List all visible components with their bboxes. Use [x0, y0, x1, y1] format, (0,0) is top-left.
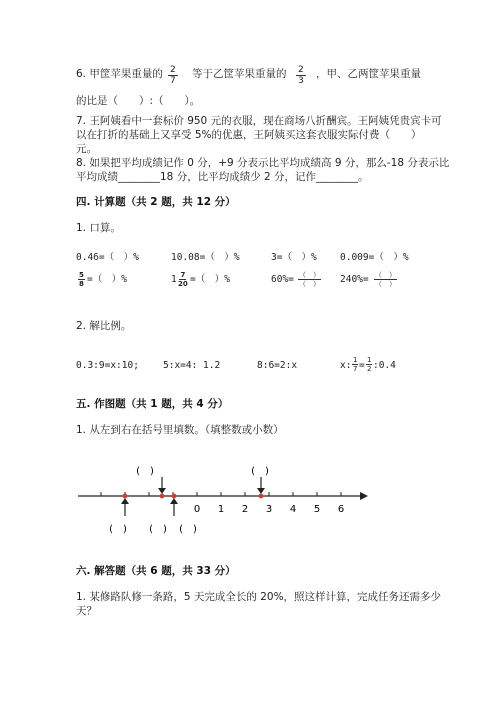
- proportion-4-f1-den: 7: [353, 365, 358, 373]
- oral-calc-5-rest: =（ ）%: [87, 274, 127, 285]
- q6-fraction-2: [296, 65, 306, 86]
- s4-q2-label: 2. 解比例。: [76, 320, 132, 332]
- q6-text-c: ，甲、乙两筐苹果重量: [316, 68, 421, 80]
- proportion-4-frac-1: [352, 356, 358, 373]
- oral-calc-4: 0.009=（ ）%: [340, 252, 409, 263]
- oral-calc-2: 10.08=（ ）%: [171, 252, 240, 263]
- proportion-4-f2-den: 2: [367, 365, 372, 373]
- proportion-3: 8:6=2:x: [257, 360, 298, 371]
- s5-q1-text: 1. 从左到右在括号里填数。（填整数或小数）: [76, 424, 284, 436]
- tick-label-0: 0: [193, 504, 201, 515]
- point-c: [172, 494, 177, 499]
- oral-calc-7-pre: 60%=: [271, 274, 294, 285]
- q8-line-1: 8. 如果把平均成绩记作 0 分，+9 分表示比平均成绩高 9 分，那么-18 分表示比: [76, 157, 450, 169]
- point-a: [123, 494, 128, 499]
- proportion-2: 5:x=4: 1.2: [163, 360, 221, 371]
- oral-calc-7-fraction: [298, 271, 321, 288]
- proportion-4-mid: =: [359, 360, 365, 371]
- q8-line-2: 平均成绩________18 分，比平均成绩少 2 分，记作________。: [76, 171, 369, 183]
- section-4-title: 四. 计算题（共 2 题，共 12 分）: [76, 196, 236, 208]
- tick-label-3: 3: [265, 504, 273, 515]
- proportion-4-pre: x:: [340, 360, 352, 371]
- proportion-1: 0.3:9=x:10;: [76, 360, 139, 371]
- section-5-title: 五. 作图题（共 1 题，共 4 分）: [76, 398, 229, 410]
- proportion-4-f2-num: 1: [367, 356, 372, 364]
- proportion-4-f1-num: 1: [353, 356, 358, 364]
- s6-q1-line-1: 1. 某修路队修一条路，5 天完成全长的 20%，照这样计算，完成任务还需多少: [76, 591, 442, 603]
- point-b: [160, 494, 165, 499]
- q6-frac1-den: 7: [170, 76, 176, 86]
- oral-calc-6-num: 7: [180, 271, 186, 279]
- oral-calc-5-den: 8: [79, 280, 84, 288]
- oral-calc-8-den: （ ）: [375, 280, 396, 288]
- top-blank-2: ( ): [251, 466, 269, 477]
- bottom-blank-2: ( ): [149, 524, 167, 535]
- proportion-4-post: :0.4: [373, 360, 396, 371]
- oral-calc-7-den: （ ）: [299, 280, 320, 288]
- tick-label-6: 6: [337, 504, 345, 515]
- down-arrow-1: [158, 477, 166, 494]
- oral-calc-5-num: 5: [79, 271, 84, 279]
- oral-calc-3: 3=（ ）%: [271, 252, 317, 263]
- q6-text-a: 6. 甲筐苹果重量的: [76, 68, 163, 80]
- proportion-4-frac-2: [366, 356, 372, 373]
- oral-calc-5-fraction: [78, 271, 85, 288]
- q6-line-2: 的比是（ ）:（ ）。: [76, 95, 201, 107]
- oral-calc-1: 0.46=（ ）%: [76, 252, 139, 263]
- tick-label-4: 4: [289, 504, 297, 515]
- tick-label-2: 2: [241, 504, 249, 515]
- s6-q1-line-2: 天？: [76, 605, 97, 617]
- q6-frac2-den: 3: [298, 76, 304, 86]
- s4-q1-label: 1. 口算。: [76, 222, 121, 234]
- bottom-blank-1: ( ): [109, 524, 127, 535]
- oral-calc-6-fraction: [178, 271, 188, 288]
- tick-label-1: 1: [217, 504, 225, 515]
- q7-line-2: 以在打折的基础上又享受 5%的优惠，王阿姨买这套衣服实际付费（ ）: [76, 129, 422, 141]
- axis-ticks: [101, 492, 341, 496]
- oral-calc-7-num: （ ）: [299, 271, 320, 279]
- down-arrow-2: [257, 477, 265, 494]
- oral-calc-6-rest: =（ ）%: [190, 274, 230, 285]
- oral-calc-6-den: 20: [178, 280, 188, 288]
- up-arrow-2: [170, 498, 178, 516]
- section-6-title: 六. 解答题（共 6 题，共 33 分）: [76, 565, 236, 577]
- tick-label-5: 5: [313, 504, 321, 515]
- q7-line-1: 7. 王阿姨看中一套标价 950 元的衣服，现在商场八折酬宾。王阿姨凭贵宾卡可: [76, 115, 442, 127]
- top-blank-1: ( ): [136, 466, 154, 477]
- oral-calc-8-fraction: [374, 271, 397, 288]
- q7-line-3: 元。: [76, 143, 97, 155]
- axis-arrowhead: [360, 492, 368, 500]
- q6-frac2-num: 2: [298, 65, 304, 75]
- bottom-blank-3: ( ): [179, 524, 197, 535]
- q6-text-b: 等于乙筐苹果重量的: [192, 68, 287, 80]
- oral-calc-8-pre: 240%=: [340, 274, 369, 285]
- up-arrow-1: [121, 498, 129, 516]
- number-line-figure: [70, 458, 370, 540]
- point-d: [259, 494, 264, 499]
- oral-calc-6-whole: 1: [171, 274, 177, 285]
- q6-frac1-num: 2: [170, 65, 176, 75]
- oral-calc-8-num: （ ）: [375, 271, 396, 279]
- q6-fraction-1: [168, 65, 178, 86]
